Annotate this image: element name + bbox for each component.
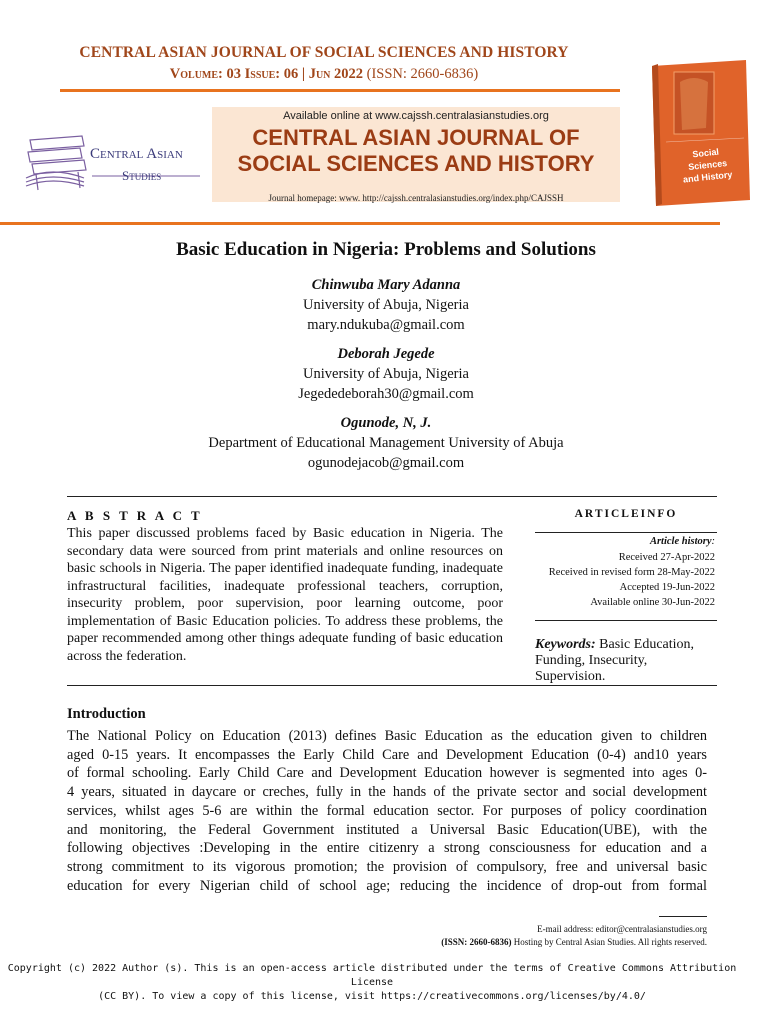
copyright-line: Copyright (c) 2022 Author (s). This is an open-access article distributed under the terms of Creative Commons Attribution License <box>7 963 737 988</box>
header-divider <box>60 89 620 92</box>
body-line: The National Policy on Education (2013) defines Basic Education as the education given to children <box>67 728 707 744</box>
cover-text-line1: Social <box>691 146 720 160</box>
author-name: Chinwuba Mary Adanna <box>311 277 461 293</box>
journal-homepage: Journal homepage: www. http://cajssh.centralasianstudies.org/index.php/CAJSSH <box>268 193 564 203</box>
abstract-text: This paper discussed problems faced by Basic education in Nigeria. The secondary data were sourced from print materials and online resources on basic schools in Nigeria. The paper identified inadequate funding, inadequate infrastructural facilities, inadequate professional teachers, corruption, insecurity problem, poor supervision, poor learning outcome, poor implementation of Basic Education policies. To address these problems, the paper recommended among other things adequate funding of basic education across the federation. <box>67 526 503 664</box>
cover-text-line2: Sciences <box>687 158 728 173</box>
author-affiliation: University of Abuja, Nigeria <box>303 366 469 382</box>
footnote-rule <box>659 916 707 917</box>
author-email: ogunodejacob@gmail.com <box>307 455 465 471</box>
keywords-label: Keywords: <box>535 637 596 652</box>
banner-divider <box>0 222 720 225</box>
author-affiliation: Department of Educational Management University of Abuja <box>208 435 564 451</box>
section-heading-introduction: Introduction <box>67 706 146 722</box>
abstract-top-rule <box>67 496 717 497</box>
footer-issn: (ISSN: 2660-6836) <box>441 937 512 947</box>
history-accepted: Accepted 19-Jun-2022 <box>619 582 715 593</box>
body-line: aged 0-15 years. It encompasses the Early Child Care and Development Education (0-4) and10 years <box>67 746 707 763</box>
history-title-colon: : <box>711 536 715 547</box>
journal-volume-line <box>0 66 648 83</box>
journal-cover-image <box>648 58 752 208</box>
books-icon <box>22 128 202 198</box>
issue-number: 06 <box>283 66 299 82</box>
body-line: services, whilst ages 5-6 are within the formal education sector. For purposes of policy coordination <box>67 802 707 819</box>
abstract-bottom-rule <box>67 685 717 686</box>
footer-hosting-text: Hosting by Central Asian Studies. All rights reserved. <box>513 937 707 947</box>
logo-text-line1: Central Asian <box>90 146 183 162</box>
journal-header-title: CENTRAL ASIAN JOURNAL OF SOCIAL SCIENCES AND HISTORY <box>79 44 569 61</box>
banner-journal-title <box>212 125 620 177</box>
footer-hosting <box>300 937 707 947</box>
history-received: Received 27-Apr-2022 <box>618 552 715 563</box>
issn: (ISSN: 2660-6836) <box>366 66 479 82</box>
introduction-paragraph <box>67 727 707 895</box>
body-line: strong commitment to its vigorous promotion; the provision of compulsory, free and universal basic <box>67 858 707 875</box>
author-name: Ogunode, N, J. <box>340 415 432 431</box>
volume-label: Volume: <box>169 66 223 82</box>
author-name: Deborah Jegede <box>337 346 435 362</box>
banner-title-line2: SOCIAL SCIENCES AND HISTORY <box>237 151 595 176</box>
body-line: 4 years, situated in daycare or creches, fully in the hands of the private sector and social development <box>67 784 707 801</box>
keywords-line: Funding, Insecurity, <box>535 653 648 668</box>
available-online: Available online at www.cajssh.centralasianstudies.org <box>283 110 549 122</box>
article-info-rule <box>535 532 717 533</box>
body-line: of formal schooling. Early Child Care and Development Education however is segmented into ages 0- <box>67 765 707 782</box>
volume-number: 03 <box>226 66 241 82</box>
body-line: following objectives :Developing in the entire citizenry a strong consciousness for education and a <box>67 840 707 857</box>
copyright-line: (CC BY). To view a copy of this license, visit https://creativecommons.org/licenses/by/4.0/ <box>98 991 646 1002</box>
central-asian-studies-logo <box>22 128 202 198</box>
abstract-heading: A B S T R A C T <box>67 508 203 523</box>
issue-date: | Jun 2022 <box>301 66 364 82</box>
logo-text-line2: Studies <box>122 168 162 183</box>
banner-title-line1: CENTRAL ASIAN JOURNAL OF <box>252 125 580 150</box>
keywords-line: Basic Education, <box>599 637 695 652</box>
keywords <box>535 637 717 685</box>
author-email: mary.ndukuba@gmail.com <box>307 317 465 333</box>
article-history-title <box>535 536 715 547</box>
history-online: Available online 30-Jun-2022 <box>590 597 715 608</box>
history-revised: Received in revised form 28-May-2022 <box>548 567 715 578</box>
cover-text-line3: and History <box>682 169 733 185</box>
keywords-line: Supervision. <box>535 669 606 684</box>
history-title-text: Article history <box>649 536 712 547</box>
copyright-notice <box>0 962 744 1004</box>
author-email: Jegededeborah30@gmail.com <box>298 386 474 402</box>
article-info-heading: ARTICLEINFO <box>574 508 678 520</box>
paper-title: Basic Education in Nigeria: Problems and Solutions <box>176 239 596 260</box>
issue-label: Issue: <box>244 66 281 82</box>
author-affiliation: University of Abuja, Nigeria <box>303 297 469 313</box>
body-line: education for every Nigerian child of school age; reducing the incidence of drop-out from formal <box>67 877 707 894</box>
footer-email: E-mail address: editor@centralasianstudies.org <box>537 924 707 934</box>
keywords-rule <box>535 620 717 621</box>
body-line: and monitoring, the Federal Government instituted a Universal Basic Education(UBE), with the <box>67 821 707 838</box>
